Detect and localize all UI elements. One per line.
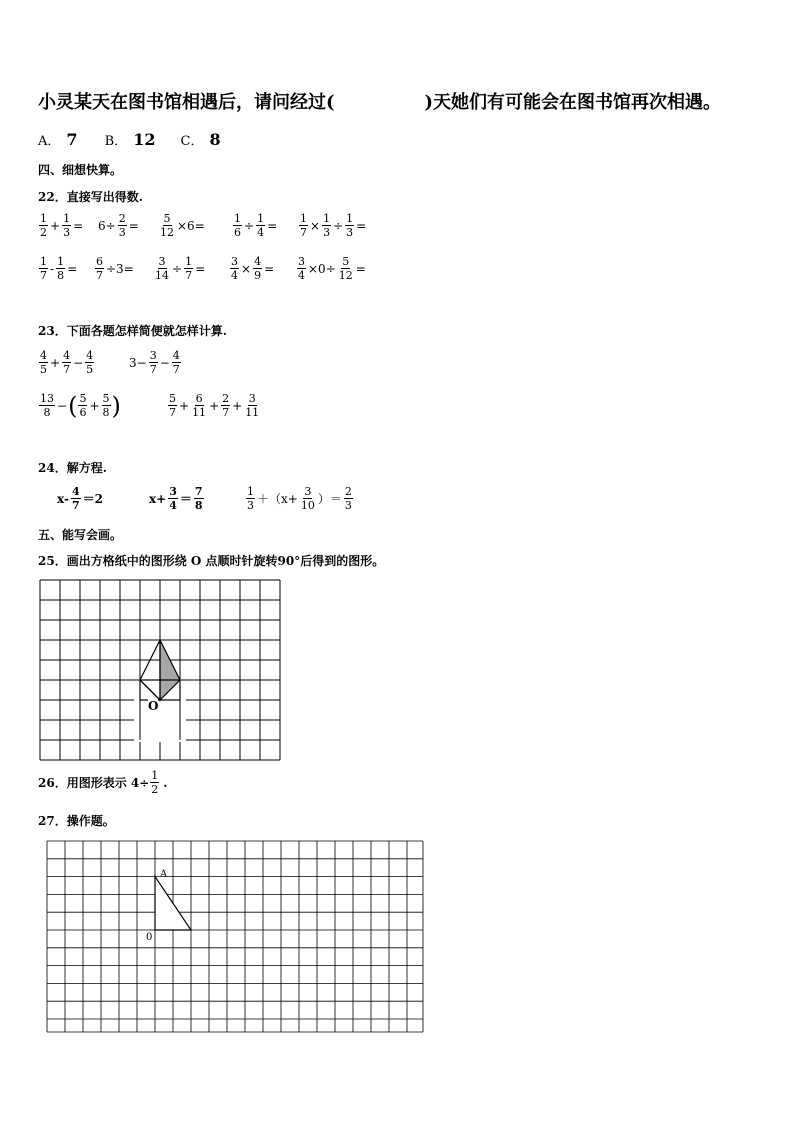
q22-title: 22．直接写出得数. <box>38 190 143 204</box>
q22-r1-e3: $\frac{5}{12}$ ×6= <box>160 212 205 239</box>
q22-r1-e2: 6÷ $\frac{2}{3}$ = <box>98 212 139 239</box>
q23-expr-2: 3− $\frac{3}{7}$ − $\frac{4}{7}$ <box>129 349 180 376</box>
q22-r2-e2: $\frac{6}{7}$ ÷3= <box>96 255 134 282</box>
q27-grid-lines <box>47 841 423 1032</box>
q21-option-c[interactable]: C． 8 <box>180 130 221 149</box>
q27-grid <box>44 838 426 1035</box>
q21-stem <box>38 88 721 114</box>
q21-stem-after: )天她们有可能会在图书馆再次相遇。 <box>424 92 722 113</box>
q21-stem-before: 小灵某天在图书馆相遇后，请问经过( <box>38 92 335 113</box>
q22-r1-e5: $\frac{1}{7}$ × $\frac{1}{3}$ ÷ $\frac{1}{3}$ = <box>300 212 367 239</box>
q23-title: 23．下面各题怎样简便就怎样计算. <box>38 324 227 338</box>
q22-r1-e1: $\frac{1}{2}$ + $\frac{1}{3}$ = <box>40 212 84 239</box>
q23-expr-3: $\frac{13}{8}$ − ( $\frac{5}{6}$ + $\frac{5}{8}$ ) <box>40 391 121 420</box>
q25-title: 25．画出方格纸中的图形绕 O 点顺时针旋转90°后得到的图形。 <box>38 554 385 568</box>
q25-point-o-label: O <box>148 699 159 713</box>
section-5-heading: 五、能写会画。 <box>38 528 123 542</box>
q22-r1-e4: $\frac{1}{6}$ ÷ $\frac{1}{4}$ = <box>234 212 278 239</box>
q23-expr-1: $\frac{4}{5}$ + $\frac{4}{7}$ − $\frac{4}{5}$ <box>40 349 94 376</box>
q24-eq-1: x- $\frac{4}{7}$ ＝2 <box>57 485 103 512</box>
q27-point-label: 0 <box>146 932 153 943</box>
q24-eq-3: $\frac{1}{3}$ ＋（x+ $\frac{3}{10}$ ）＝ $\frac{2}{3}$ <box>247 485 352 512</box>
q21-option-b[interactable]: B． 12 <box>104 130 156 149</box>
q24-eq-2: x+ $\frac{3}{4}$ ＝ $\frac{7}{8}$ <box>149 485 203 512</box>
q22-r2-e5: $\frac{3}{4}$ ×0÷ $\frac{5}{12}$ = <box>298 255 366 282</box>
q27-title: 27．操作题。 <box>38 814 115 828</box>
q27-shape-label-a: A <box>160 869 168 880</box>
section-4-heading: 四、细想快算。 <box>38 163 123 177</box>
q22-r2-e4: $\frac{3}{4}$ × $\frac{4}{9}$ = <box>231 255 275 282</box>
q21-option-a[interactable]: A． 7 <box>38 130 78 149</box>
q22-r2-e1: $\frac{1}{7}$ - $\frac{1}{8}$ = <box>40 255 78 282</box>
q21-options <box>38 130 221 149</box>
q24-title: 24．解方程. <box>38 461 107 475</box>
q23-expr-4: $\frac{5}{7}$ + $\frac{6}{11}$ + $\frac{2}{7}$ + $\frac{3}{11}$ <box>169 392 260 419</box>
q26-title: 26．用图形表示 4÷ $\frac{1}{2}$ . <box>38 769 168 796</box>
q22-r2-e3: $\frac{3}{14}$ ÷ $\frac{1}{7}$ = <box>155 255 206 282</box>
q25-grid <box>38 578 282 762</box>
